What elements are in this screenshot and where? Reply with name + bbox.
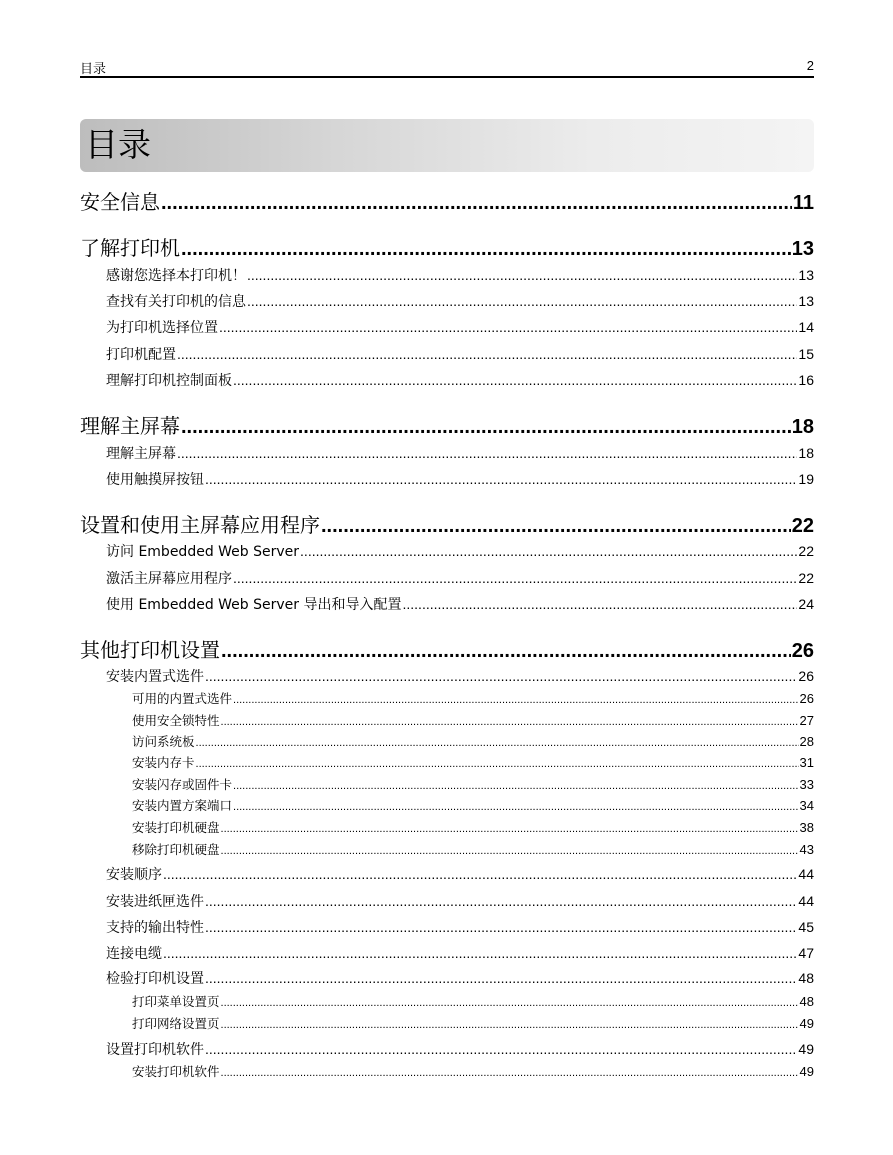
toc-entry-title: 安装内存卡 [132,755,195,770]
toc-entry-level-2[interactable] [106,370,814,390]
toc-entry-title: 查找有关打印机的信息 [106,294,246,310]
page-header [80,56,814,78]
toc-entry-page-number: 13 [791,238,814,260]
toc-dot-leader [205,1041,797,1057]
toc-entry-page-number: 11 [792,192,814,214]
toc-entry-page-number: 43 [799,842,814,857]
toc-dot-leader [163,945,797,961]
toc-entry-page-number: 49 [798,1041,814,1057]
toc-dot-leader [196,758,799,770]
toc-entry-page-number: 47 [798,945,814,961]
toc-entry-level-2[interactable] [106,291,814,311]
toc-entry-page-number: 44 [798,893,814,909]
toc-dot-leader [196,737,799,749]
toc-entry-title: 设置打印机软件 [106,1042,204,1058]
toc-entry-level-2[interactable] [106,317,814,337]
toc-entry-level-3[interactable] [132,840,814,858]
toc-entry-level-3[interactable] [132,796,814,814]
toc-dot-leader [233,694,799,706]
toc-entry-page-number: 16 [798,372,814,388]
toc-entry-level-2[interactable] [106,469,814,489]
toc-dot-leader [205,970,797,986]
toc-entry-level-3[interactable] [132,732,814,750]
toc-dot-leader [205,471,797,487]
toc-entry-page-number: 15 [798,346,814,362]
toc-dot-leader [300,543,797,559]
toc-dot-leader [219,319,797,335]
toc-entry-page-number: 34 [799,798,814,813]
toc-entry-page-number: 33 [799,777,814,792]
toc-dot-leader [233,372,797,388]
toc-entry-level-2[interactable] [106,344,814,364]
toc-entry-page-number: 38 [799,820,814,835]
toc-entry-page-number: 13 [798,293,814,309]
toc-entry-title: 安装内置式选件 [106,669,204,685]
toc-dot-leader [161,192,792,215]
toc-entry-page-number: 18 [798,445,814,461]
toc-entry-level-2[interactable] [106,265,814,285]
toc-entry-title: 打印菜单设置页 [132,994,220,1009]
toc-entry-level-2[interactable] [106,1039,814,1059]
toc-entry-level-2[interactable] [106,917,814,937]
toc-dot-leader [247,293,797,309]
toc-entry-level-2[interactable] [106,568,814,588]
toc-entry-title: 安全信息 [80,190,160,214]
toc-dot-leader [221,716,799,728]
toc-dot-leader [205,919,797,935]
toc-entry-level-1[interactable] [80,509,814,538]
toc-entry-level-2[interactable] [106,541,814,561]
toc-entry-page-number: 18 [791,416,814,438]
page-title: 目录 [85,125,151,164]
toc-entry-level-3[interactable] [132,775,814,793]
toc-dot-leader [321,515,791,538]
toc-entry-title: 为打印机选择位置 [106,320,218,336]
toc-entry-title: 打印网络设置页 [132,1016,220,1031]
toc-entry-page-number: 22 [798,570,814,586]
toc-dot-leader [233,780,799,792]
toc-dot-leader [181,416,791,439]
toc-dot-leader [233,801,799,813]
toc-entry-level-3[interactable] [132,711,814,729]
toc-dot-leader [233,570,797,586]
toc-entry-page-number: 22 [798,543,814,559]
toc-entry-page-number: 49 [799,1064,814,1079]
toc-entry-title: 安装闪存或固件卡 [132,777,233,792]
toc-dot-leader [221,823,799,835]
toc-entry-title: 使用 Embedded Web Server 导出和导入配置 [106,597,402,613]
toc-dot-leader [221,1019,799,1031]
toc-entry-level-2[interactable] [106,443,814,463]
toc-entry-page-number: 44 [798,866,814,882]
toc-dot-leader [177,445,797,461]
toc-entry-page-number: 48 [798,970,814,986]
toc-entry-page-number: 27 [799,713,814,728]
toc-dot-leader [177,346,797,362]
toc-dot-leader [163,866,797,882]
toc-entry-page-number: 22 [791,515,814,537]
toc-dot-leader [181,238,791,261]
toc-dot-leader [205,668,797,684]
toc-entry-title: 激活主屏幕应用程序 [106,571,232,587]
toc-entry-title: 理解主屏幕 [106,446,176,462]
toc-entry-page-number: 24 [798,596,814,612]
toc-entry-title: 理解主屏幕 [80,414,180,438]
toc-entry-level-1[interactable] [80,232,814,261]
toc-entry-title: 安装打印机软件 [132,1064,220,1079]
toc-entry-title: 其他打印机设置 [80,638,220,662]
toc-entry-title: 检验打印机设置 [106,971,204,987]
toc-dot-leader [221,1067,799,1079]
toc-dot-leader [247,267,797,283]
toc-entry-title: 理解打印机控制面板 [106,373,232,389]
toc-entry-level-2[interactable] [106,943,814,963]
toc-entry-level-2[interactable] [106,864,814,884]
toc-entry-title: 支持的输出特性 [106,920,204,936]
toc-entry-title: 移除打印机硬盘 [132,842,220,857]
toc-dot-leader [221,997,799,1009]
toc-entry-level-1[interactable] [80,634,814,663]
toc-entry-page-number: 26 [791,640,814,662]
toc-entry-level-1[interactable] [80,186,814,215]
toc-entry-level-2[interactable] [106,594,814,614]
toc-entry-title: 安装进纸匣选件 [106,894,204,910]
toc-entry-level-3[interactable] [132,1062,814,1080]
toc-entry-level-3[interactable] [132,689,814,707]
toc-entry-title: 连接电缆 [106,946,162,962]
toc-entry-level-3[interactable] [132,818,814,836]
toc-entry-title: 安装内置方案端口 [132,798,233,813]
toc-entry-title: 了解打印机 [80,236,180,260]
toc-dot-leader [403,596,798,612]
toc-dot-leader [221,845,799,857]
toc-entry-level-2[interactable] [106,968,814,988]
toc-entry-page-number: 45 [798,919,814,935]
toc-entry-page-number: 13 [798,267,814,283]
toc-entry-level-2[interactable] [106,891,814,911]
toc-entry-page-number: 31 [799,755,814,770]
toc-entry-title: 访问系统板 [132,734,195,749]
toc-entry-title: 打印机配置 [106,347,176,363]
header-page-number: 2 [806,58,814,73]
toc-entry-page-number: 28 [799,734,814,749]
toc-entry-level-1[interactable] [80,410,814,439]
toc-entry-page-number: 26 [798,668,814,684]
toc-entry-title: 可用的内置式选件 [132,691,233,706]
toc-entry-level-3[interactable] [132,753,814,771]
toc-dot-leader [221,640,791,663]
toc-entry-title: 使用安全锁特性 [132,713,220,728]
toc-entry-page-number: 26 [799,691,814,706]
toc-entry-level-2[interactable] [106,666,814,686]
toc-entry-page-number: 19 [798,471,814,487]
toc-entry-level-3[interactable] [132,992,814,1010]
header-section-title: 目录 [80,62,107,77]
toc-entry-level-3[interactable] [132,1014,814,1032]
toc-entry-title: 设置和使用主屏幕应用程序 [80,513,320,537]
toc-entry-page-number: 14 [798,319,814,335]
toc-dot-leader [205,893,797,909]
toc-entry-title: 使用触摸屏按钮 [106,472,204,488]
toc-entry-title: 安装打印机硬盘 [132,820,220,835]
toc-entry-title: 安装顺序 [106,867,162,883]
toc-entry-title: 感谢您选择本打印机！ [106,268,246,284]
toc-entry-title: 访问 Embedded Web Server [106,544,300,560]
title-banner [80,119,814,172]
toc-entry-page-number: 48 [799,994,814,1009]
toc-entry-page-number: 49 [799,1016,814,1031]
